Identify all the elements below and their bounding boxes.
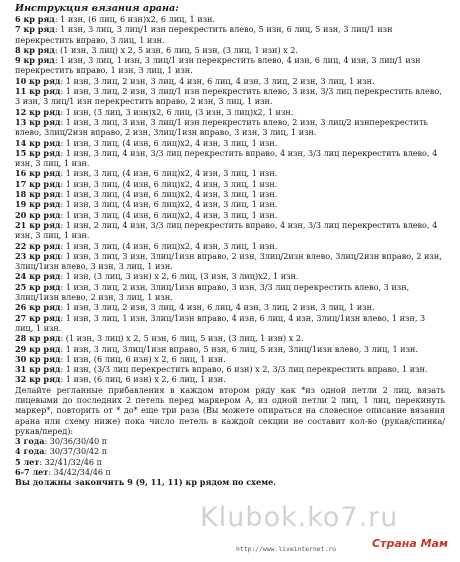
row-label: 15 кр ряд [15, 147, 61, 158]
row-label: 26 кр ряд [15, 302, 61, 313]
row-text: : 1 изн, 3 лиц, (4 изн, 6 лиц)х2, 4 изн, 3 лиц, 1 изн. [60, 168, 278, 179]
raglan-instructions: Делайте регланные прибавления в каждом втором ряду как *из одной петли 2 лиц, вязать лицевыми до последних 2 петель перед маркером А, из одной петли 2 лиц, 1 лиц, перекинуть маркер*, повторить от * до* еще три раза (Вы можете опираться на словесное описание вязания арана или схему ниже) пока число петель в каждой секции не составит кол-во (рукав/спинка/рукав/перед): [15, 384, 445, 436]
row-label: 11 кр ряд [15, 86, 61, 97]
sizes-list [15, 436, 445, 477]
row-label: 27 кр ряд [15, 312, 61, 323]
size-counts: : 30/37/30/42 п [44, 446, 108, 457]
row-text: : 1 изн, 3 лиц, (4 изн, 6 лиц)х2, 4 изн, 3 лиц, 1 изн. [60, 199, 278, 210]
row-text: : 1 изн, 3 лиц, (4 изн, 6 лиц)х2, 4 изн, 3 лиц, 1 изн. [60, 178, 278, 189]
size-item [15, 457, 445, 467]
row-text: : 1 изн, (3 лиц, 3 изн)х2, 6 лиц, (3 изн, 3 лиц)х2, 1 изн. [60, 106, 294, 117]
row-label: 22 кр ряд [15, 240, 61, 251]
row-text: : (1 изн, 3 лиц) х 2, 5 изн, 6 лиц, 5 изн, (3 лиц, 1 изн) х 2. [54, 44, 299, 55]
instruction-row [15, 282, 445, 303]
instruction-row [15, 76, 445, 86]
size-label: 6-7 лет [15, 467, 49, 478]
row-text: : 1 изн, 3 лиц, 2 изн, 3 лиц/1 изн перекрестить влево, 3 изн, 3/3 лиц перекрестить влево, 3 изн, 3 лиц/1 изн перекрестить вправо, 2 изн, 3 лиц, 1 изн. [15, 86, 442, 107]
size-counts: : 32/41/32/46 п [39, 456, 102, 467]
row-text: : (1 изн, 3 лиц) х 2, 5 изн, 6 лиц, 5 изн, (3 лиц, 1 изн) х 2. [60, 333, 304, 344]
instruction-row [15, 107, 445, 117]
size-item [15, 436, 445, 446]
size-counts: : 30/36/30/40 п [44, 436, 108, 447]
instruction-row [15, 344, 445, 354]
size-item [15, 467, 445, 477]
row-label: 8 кр ряд [15, 44, 55, 55]
row-label: 20 кр ряд [15, 209, 61, 220]
instruction-row [15, 199, 445, 209]
row-label: 12 кр ряд [15, 106, 61, 117]
row-label: 7 кр ряд [15, 24, 55, 35]
instruction-row [15, 220, 445, 241]
source-url: http://www.liveinternet.ru [236, 545, 337, 553]
row-text: : 1 изн, 3 лиц, (4 изн, 6 лиц)х2, 4 изн, 3 лиц, 1 изн. [60, 189, 278, 200]
instruction-row [15, 210, 445, 220]
row-label: 31 кр ряд [15, 364, 61, 375]
row-label: 13 кр ряд [15, 116, 61, 127]
size-label: 3 года [15, 436, 45, 447]
instruction-row [15, 138, 445, 148]
row-text: : 1 изн, 3 лиц, 1 изн, 3 лиц/1 изн перекрестить влево, 4 изн, 6 лиц, 4 изн, 3 лиц/1 изн перекрестить вправо, 1 изн, 3 лиц, 1 изн. [15, 55, 421, 76]
row-text: : 1 изн, (3/3 лиц перекрестить вправо, 6 изн) х 2, 3/3 лиц перекрестить вправо, 1 изн. [60, 364, 428, 375]
row-label: 10 кр ряд [15, 75, 61, 86]
instruction-row [15, 241, 445, 251]
row-label: 14 кр ряд [15, 137, 61, 148]
instruction-row [15, 55, 445, 76]
instruction-row [15, 333, 445, 343]
row-label: 28 кр ряд [15, 333, 61, 344]
row-label: 32 кр ряд [15, 374, 61, 385]
row-text: : 1 изн, 3 лиц, 2 изн, 3 лиц, 4 изн, 6 лиц, 4 изн, 3 лиц, 2 изн, 3 лиц, 1 изн. [60, 75, 375, 86]
instruction-row [15, 179, 445, 189]
size-label: 4 года [15, 446, 45, 457]
row-text: : 1 изн, 3 лиц, 2 изн, 3лиц/1изн вправо, 3 изн, 3/3 лиц перекрестить влево, 3 изн, 3лиц/1изн влево, 2 изн, 3 лиц, 1 изн. [15, 281, 410, 303]
size-item [15, 446, 445, 456]
instruction-row [15, 302, 445, 312]
instruction-row [15, 251, 445, 272]
row-label: 6 кр ряд [15, 14, 55, 24]
row-label: 29 кр ряд [15, 343, 61, 354]
row-label: 9 кр ряд [15, 55, 55, 66]
row-text: : 1 изн, (6 лиц, 6 изн)х2, 6 лиц, 1 изн. [54, 14, 215, 24]
rows-list [15, 14, 445, 385]
row-text: : 1 изн, 3 лиц, (4 изн, 6 лиц)х2, 4 изн, 3 лиц, 1 изн. [60, 240, 278, 251]
row-text: : 1 изн, 3 лиц, 3 изн, 3 лиц/1 изн перекрестить влево, 2 изн, 3 лиц/2 изнперекрестить влево, 3лиц/2изн вправо, 2 изн, 3лиц/1изн вправо, 3 изн, 3 лиц, 1 изн. [15, 116, 428, 138]
row-label: 24 кр ряд [15, 271, 61, 282]
row-label: 25 кр ряд [15, 281, 61, 292]
size-label: 5 лет [15, 456, 40, 467]
row-label: 19 кр ряд [15, 199, 61, 210]
size-counts: : 34/42/34/46 п [48, 467, 111, 478]
row-text: : 1 изн, 2 лиц, 4 изн, 3/3 лиц перекрестить вправо, 4 изн, 3/3 лиц перекрестить влево, 4 изн, 3 лиц, 1 изн. [15, 219, 438, 241]
instruction-row [15, 14, 445, 24]
instruction-row [15, 364, 445, 374]
instruction-row [15, 189, 445, 199]
instruction-row [15, 24, 445, 45]
site-logo: Страна Мам [372, 537, 448, 550]
instruction-row [15, 117, 445, 138]
row-text: : 1 изн, (6 лиц, 6 изн) х 2, 6 лиц, 1 изн. [60, 374, 226, 385]
instruction-row [15, 374, 445, 384]
instruction-row [15, 313, 445, 334]
instruction-row [15, 168, 445, 178]
instruction-row [15, 271, 445, 281]
watermark-logo: Klubok.ko7.ru [200, 502, 399, 533]
row-text: : 1 изн, (6 лиц, 6 изн) х 2, 6 лиц, 1 изн. [60, 353, 226, 364]
row-text: : 1 изн, 3 лиц, 4 изн, 3/3 лиц перекрестить вправо, 4 изн, 3/3 лиц перекрестить влево, 4 изн, 3 лиц, 1 изн. [15, 147, 438, 169]
instruction-row [15, 86, 445, 107]
instruction-document [15, 3, 445, 488]
final-note: Вы должны закончить 9 (9, 11, 11) кр рядом по схеме. [15, 477, 277, 488]
row-text: : 1 изн, 3 лиц, 3лиц/1изн вправо, 5 изн, 6 лиц, 5 изн, 3лиц/1изн влево, 3 лиц, 1 изн. [60, 343, 418, 354]
row-label: 16 кр ряд [15, 168, 61, 179]
instruction-row [15, 354, 445, 364]
row-label: 30 кр ряд [15, 353, 61, 364]
instruction-row [15, 148, 445, 169]
row-text: : 1 изн, 3 лиц, 2 изн, 3 лиц, 4 изн, 6 лиц, 4 изн, 3 лиц, 2 изн, 3 лиц, 1 изн. [60, 302, 375, 313]
row-text: : 1 изн, 3 лиц, (4 изн, 6 лиц)х2, 4 изн, 3 лиц, 1 изн. [60, 137, 278, 148]
row-text: : 1 изн, 3 лиц, 3 лиц/1 изн перекрестить влево, 5 изн, 6 лиц, 5 изн, 3 лиц/1 изн перекрестить вправо, 3 лиц, 1 изн. [15, 24, 393, 45]
row-text: : 1 изн, 3 лиц, 1 изн, 3лиц/1изн вправо, 4 изн, 6 лиц, 4 изн, 3лиц/1изн влево, 1 изн, 3 лиц, 1 изн. [15, 312, 426, 333]
instruction-row [15, 45, 445, 55]
row-label: 21 кр ряд [15, 219, 61, 230]
row-label: 17 кр ряд [15, 178, 61, 189]
row-text: : 1 изн, 3 лиц, (4 изн, 6 лиц)х2, 4 изн, 3 лиц, 1 изн. [60, 209, 278, 220]
row-text: : 1 изн, 3 лиц, 3 изн, 3лиц/1изн вправо, 2 изн, 3лиц/2изн влево, 3лиц/2изн вправо, 2 изн, 3лиц/1изн влево, 3 изн, 3 лиц, 1 изн. [15, 250, 442, 272]
row-text: : 1 изн, (3 лиц, 3 изн) х 2, 6 лиц, (3 изн, 3 лиц)х2, 1 изн. [60, 271, 299, 282]
row-label: 23 кр ряд [15, 250, 61, 261]
document-title: Инструкция вязания арана: [15, 3, 179, 14]
row-label: 18 кр ряд [15, 189, 61, 200]
